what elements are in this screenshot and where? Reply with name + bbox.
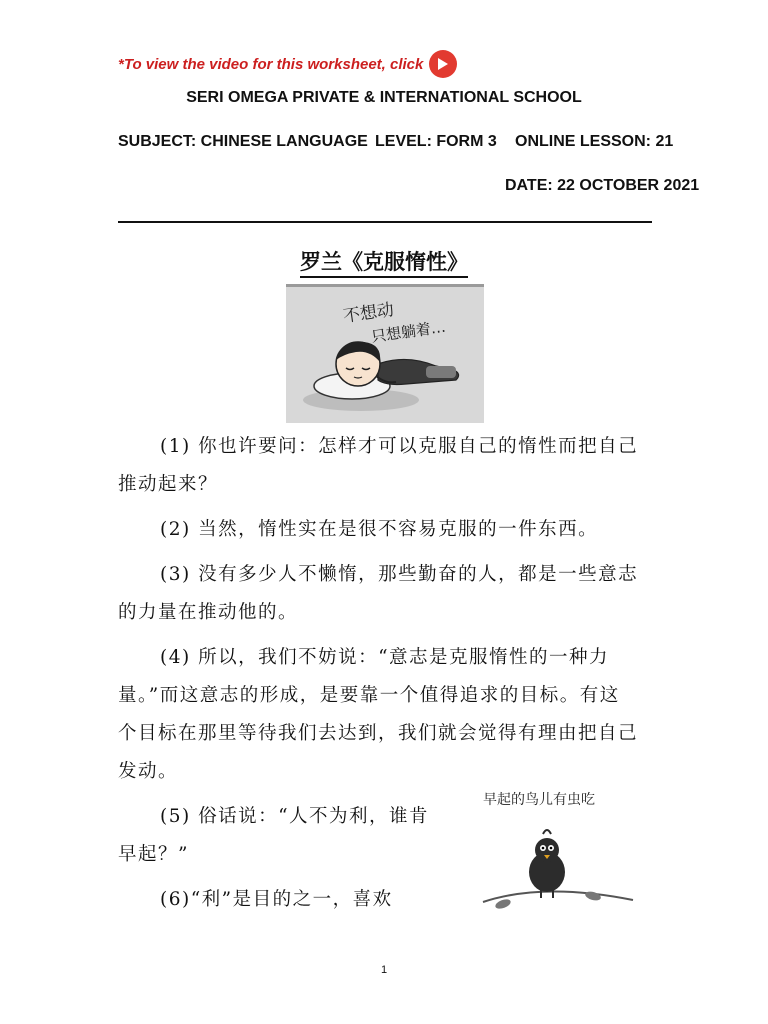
illustration-caption-2: 只想躺着… [370,317,447,346]
paragraph-5-line-1: (5) 俗话说：“人不为利，谁肯 [160,806,430,827]
video-link-text: *To view the video for this worksheet, click [118,55,424,73]
paragraph-4-line-1: (4) 所以，我们不妨说：“意志是克服惰性的一种力 [160,647,610,668]
paragraph-2-line-1: (2) 当然，惰性实在是很不容易克服的一件东西。 [160,519,599,540]
paragraph-6-line-1: (6)“利”是目的之一，喜欢 [160,889,393,910]
lesson-label: ONLINE LESSON: 21 [515,133,674,150]
subject-label: SUBJECT: CHINESE LANGUAGE [118,133,368,150]
paragraph-1-line-1: (1) 你也许要问：怎样才可以克服自己的惰性而把自己 [160,436,639,457]
paragraph-4-line-2: 量。”而这意志的形成，是要靠一个值得追求的目标。有这 [118,685,620,706]
early-bird-illustration [443,772,643,914]
level-label: LEVEL: FORM 3 [375,133,497,150]
paragraph-4-line-4: 发动。 [118,761,179,782]
page-title [0,246,768,276]
video-link[interactable] [118,50,457,78]
page-number: 1 [380,964,388,976]
lazy-boy-illustration [286,284,484,423]
paragraph-4-line-3: 个目标在那里等待我们去达到，我们就会觉得有理由把自己 [118,723,639,744]
play-icon[interactable] [429,50,457,78]
paragraph-3-line-1: (3) 没有多少人不懒惰，那些勤奋的人，都是一些意志 [160,564,639,585]
illustration-caption-1: 不想动 [341,300,396,327]
paragraph-1-line-2: 推动起来？ [118,474,219,495]
paragraph-3-line-2: 的力量在推动他的。 [118,602,299,623]
illustration-caption-3: 早起的鸟儿有虫吃 [483,792,595,808]
school-name: SERI OMEGA PRIVATE & INTERNATIONAL SCHOOL [186,89,582,106]
header-divider [118,221,652,223]
title-text: 罗兰《克服惰性》 [300,249,468,278]
date-label: DATE: 22 OCTOBER 2021 [505,177,700,194]
paragraph-5-line-2: 早起？” [118,844,189,865]
